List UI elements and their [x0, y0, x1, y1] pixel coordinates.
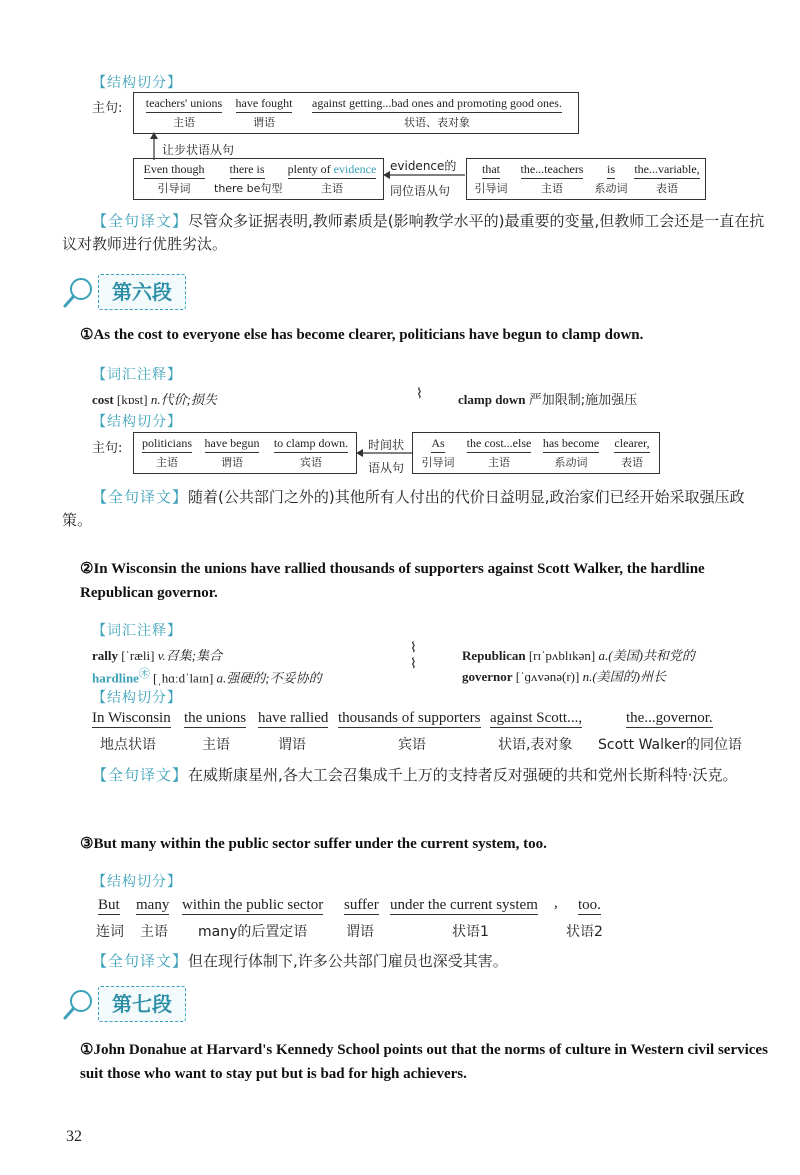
s6-1-sentence: ①As the cost to everyone else has become clearer, politicians have begun to clamp down. [80, 327, 644, 343]
s6-2-vocab-republican: Republican [rɪˈpʌblɪkən] a.(美国)共和党的 [462, 648, 695, 663]
b1-app-conj: that 引导词 [474, 162, 508, 195]
s6-1-main-object: to clamp down. 宾语 [273, 436, 349, 469]
s6-1-structure-label: 【结构切分】 [92, 414, 182, 430]
s6-3-role-within: many的后置定语 [198, 924, 308, 940]
s6-3-translation: 【全句译文】但在现行体制下,许多公共部门雇员也深受其害。 [92, 952, 508, 970]
s6-3-seg-too: too. [578, 897, 601, 913]
section-7-heading [62, 984, 222, 1024]
section-7-title: 第七段 [98, 986, 186, 1022]
s6-2-vocab-label: 【词汇注释】 [92, 623, 182, 639]
s6-1-vocab-clamp-down: clamp down 严加限制;施加强压 [458, 392, 638, 408]
s6-1-sub-subject: the cost...else 主语 [466, 436, 532, 469]
s6-1-main-box [133, 432, 357, 474]
s6-3-role-under: 状语1 [452, 924, 489, 940]
divider-mark: ⌇ ⌇ [410, 641, 417, 672]
divider-mark: ⌇ [416, 387, 423, 402]
main-clause-label: 主句: [92, 101, 123, 116]
s6-1-link-top: 时间状 [368, 438, 405, 452]
s6-1-main-predicate: have begun 谓语 [204, 436, 260, 469]
s6-3-role-suffer: 谓语 [346, 924, 374, 940]
main-clause-box [133, 92, 579, 134]
b1-app-verb: is 系动词 [594, 162, 628, 195]
b1-main-subject: teachers' unions 主语 [145, 96, 223, 129]
b1-sub-conj: Even though 引导词 [143, 162, 205, 195]
appositive-clause-box [466, 158, 706, 200]
magnifier-icon [62, 988, 96, 1022]
s6-2-vocab-hardline: hardline㊍ [ˌhɑːdˈlaɪn] a.强硬的;不妥协的 [92, 668, 322, 686]
s6-3-sentence: ③But many within the public sector suffer under the current system, too. [80, 836, 547, 852]
left-arrow-icon [356, 448, 412, 458]
s6-2-vocab-governor: governor [ˈɡʌvənə(r)] n.(美国的)州长 [462, 669, 666, 684]
s6-1-sub-box [412, 432, 660, 474]
magnifier-icon [62, 276, 96, 310]
structure-label: 【结构切分】 [92, 75, 182, 91]
s6-1-vocab-cost: cost [kɒst] n.代价;损失 [92, 392, 217, 407]
s6-3-role-too: 状语2 [566, 924, 603, 940]
b1-app-predicative: the...variable, 表语 [634, 162, 700, 195]
s6-3-seg-but: But [98, 897, 120, 913]
s6-2-role-subject: 主语 [202, 737, 230, 753]
s6-2-role-predicate: 谓语 [278, 737, 306, 753]
up-arrow-icon [148, 132, 160, 160]
s6-2-sentence: ②In Wisconsin the unions have rallied thousands of supporters against Scott Walker, the hardline Republican governor. [80, 561, 705, 601]
b1-translation: 【全句译文】尽管众多证据表明,教师素质是(影响教学水平的)最重要的变量,但教师工会还是一直在抗议对教师进行优胜劣汰。 [62, 212, 765, 253]
concession-clause-label: 让步状语从句 [162, 143, 235, 157]
s6-1-sub-conj: As 引导词 [421, 436, 455, 469]
s6-2-seg-subject: the unions [184, 710, 247, 726]
s6-3-seg-many: many [136, 897, 170, 913]
s6-3-seg-under: under the current system [390, 897, 538, 913]
s6-1-main-clause-label: 主句: [92, 441, 123, 456]
s6-3-seg-within: within the public sector [182, 897, 324, 913]
s6-1-sub-verb: has become 系动词 [542, 436, 600, 469]
s6-2-seg-predicate: have rallied [258, 710, 329, 726]
concession-clause-box [133, 158, 384, 200]
b1-sub-subject: plenty of evidence 主语 [287, 162, 377, 195]
s6-2-structure-label: 【结构切分】 [92, 690, 182, 706]
s6-1-sub-predicative: clearer, 表语 [614, 436, 650, 469]
page-number: 32 [66, 1128, 82, 1145]
s6-2-seg-object: thousands of supporters [338, 710, 481, 726]
s6-2-role-appositive: Scott Walker的同位语 [598, 737, 742, 753]
left-arrow-icon [383, 170, 465, 180]
b1-app-subject: the...teachers 主语 [520, 162, 584, 195]
s6-2-role-adverbial: 状语,表对象 [498, 737, 573, 753]
s6-2-seg-adverbial: against Scott..., [490, 710, 583, 726]
appositive-label-top: evidence的 [390, 159, 457, 173]
b1-main-adverbial: against getting...bad ones and promoting good ones. 状语、表对象 [312, 96, 562, 129]
s6-2-seg-place: In Wisconsin [92, 710, 171, 726]
s6-1-vocab-label: 【词汇注释】 [92, 367, 182, 383]
b1-sub-there-is: there is there be句型 [214, 162, 283, 195]
s6-3-role-but: 连词 [96, 924, 124, 940]
b1-main-predicate: have fought 谓语 [235, 96, 293, 129]
s6-1-translation: 【全句译文】随着(公共部门之外的)其他所有人付出的代价日益明显,政治家们已经开始采取强压政策。 [62, 488, 745, 529]
s6-3-structure-label: 【结构切分】 [92, 874, 182, 890]
s6-3-role-many: 主语 [140, 924, 168, 940]
s6-2-seg-appositive: the...governor. [626, 710, 713, 726]
s6-1-main-subject: politicians 主语 [142, 436, 192, 469]
s7-1-sentence: ①John Donahue at Harvard's Kennedy School points out that the norms of culture in Western civil services suit those who want to stay put but is bad for high achievers. [80, 1042, 768, 1082]
s6-3-seg-suffer: suffer [344, 897, 379, 913]
s6-2-role-object: 宾语 [398, 737, 426, 753]
section-6-title: 第六段 [98, 274, 186, 310]
section-6-heading [62, 272, 222, 312]
s6-2-vocab-rally: rally [ˈræli] v.召集;集合 [92, 648, 223, 663]
s6-2-role-place: 地点状语 [100, 737, 156, 753]
s6-1-link-bottom: 语从句 [368, 461, 405, 475]
s6-2-translation: 【全句译文】在威斯康星州,各大工会召集成千上万的支持者反对强硬的共和党州长斯科特·沃克。 [92, 766, 738, 784]
s6-3-seg-comma: , [554, 895, 558, 911]
appositive-label-bottom: 同位语从句 [390, 184, 451, 198]
